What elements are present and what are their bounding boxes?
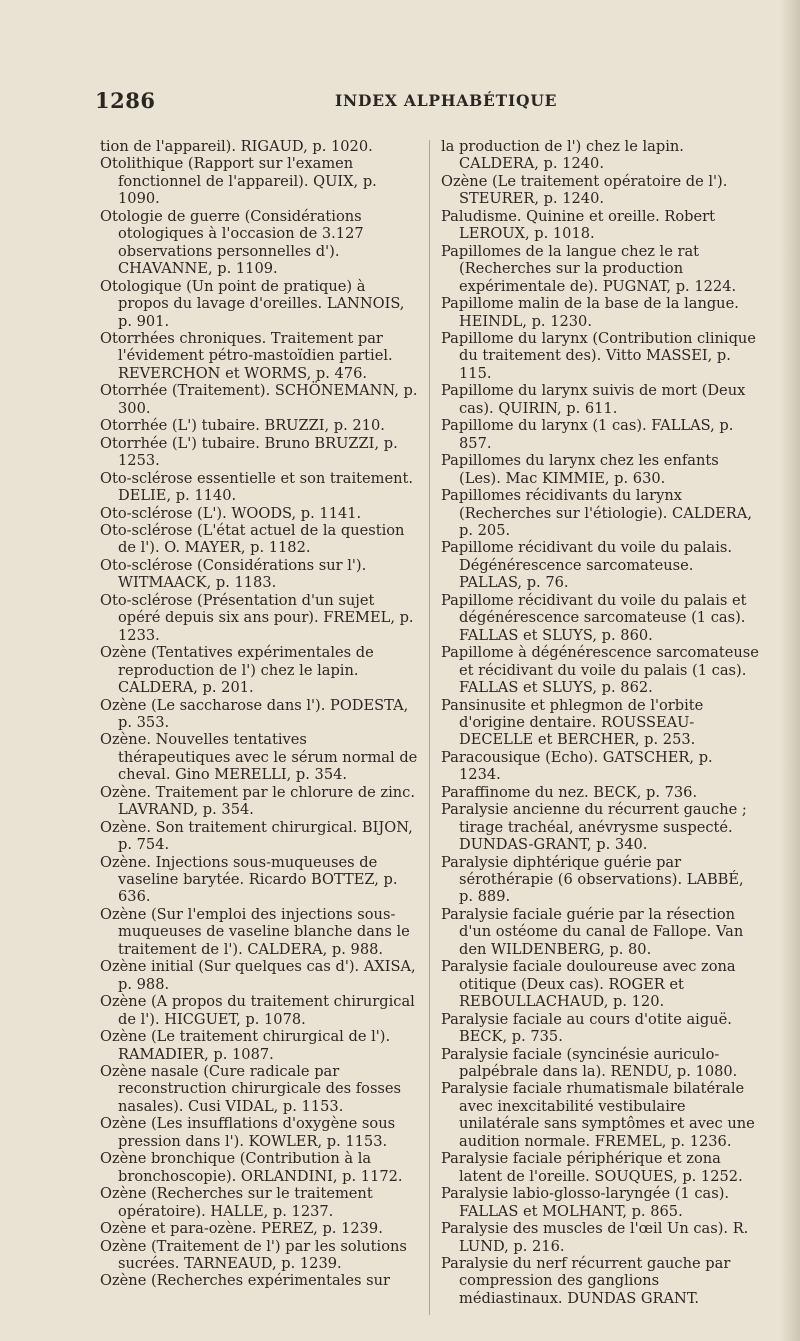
index-entry: Oto-sclérose (L'). WOODS, p. 1141. <box>100 504 362 522</box>
index-entry: Paralysie faciale au cours d'otite aiguë. BECK, p. 735. <box>441 1010 732 1046</box>
index-entry: Paralysie faciale périphérique et zona latent de l'oreille. SOUQUES, p. 1252. <box>441 1150 743 1185</box>
index-entry: Otorrhée (L') tubaire. BRUZZI, p. 210. <box>100 417 385 435</box>
index-entry: Otolithique (Rapport sur l'examen fonctionnel de l'appareil). QUIX, p. 1090. <box>100 155 377 208</box>
page-header <box>95 88 735 118</box>
index-entry: Ozène. Traitement par le chlorure de zinc. LAVRAND, p. 354. <box>100 783 415 819</box>
index-entry: Ozène (Recherches sur le traitement opératoire). HALLE, p. 1237. <box>100 1185 373 1220</box>
index-entry: Paralysie labio-glosso-laryngée (1 cas). FALLAS et MOLHANT, p. 865. <box>441 1185 730 1220</box>
index-entry: Paralysie faciale guérie par la résection d'un ostéome du canal de Fallope. Van den WILDENBERG, p. 80. <box>441 905 744 958</box>
index-entry: Ozène (Traitement de l') par les solutions sucrées. TARNEAUD, p. 1239. <box>100 1237 407 1272</box>
index-entry: Papillomes du larynx chez les enfants (Les). Mac KIMMIE, p. 630. <box>441 452 719 487</box>
index-entry: Papillome du larynx (1 cas). FALLAS, p. 857. <box>441 417 734 452</box>
column-divider <box>429 140 430 1315</box>
index-entry: Ozène initial (Sur quelques cas d'). AXISA, p. 988. <box>100 958 416 993</box>
running-title: INDEX ALPHABÉTIQUE <box>335 91 558 110</box>
index-entry: Papillomes récidivants du larynx (Recherches sur l'étiologie). CALDERA, p. 205. <box>441 487 752 539</box>
index-entry: Ozène (Les insufflations d'oxygène sous pression dans l'). KOWLER, p. 1153. <box>100 1115 396 1150</box>
index-entry: Ozène (A propos du traitement chirurgical de l'). HICGUET, p. 1078. <box>100 993 415 1028</box>
index-entry: Oto-sclérose (Présentation d'un sujet opéré depuis six ans pour). FREMEL, p. 1233. <box>100 591 414 644</box>
index-entry: tion de l'appareil). RIGAUD, p. 1020. <box>100 138 373 155</box>
index-entry: Papillome récidivant du voile du palais et dégénérescence sarcomateuse (1 cas). FALLAS et SLUYS, p. 860. <box>441 591 747 644</box>
index-entry: Papillome malin de la base de la langue. HEINDL, p. 1230. <box>441 295 739 330</box>
index-entry: Otologie de guerre (Considérations otologiques à l'occasion de 3.127 observations personnelles d'). CHAVANNE, p. 1109. <box>100 207 364 278</box>
index-entry: Ozène (Sur l'emploi des injections sous-muqueuses de vaseline blanche dans le traitement de l'). CALDERA, p. 988. <box>100 905 410 958</box>
index-entry: Paralysie diphtérique guérie par sérothérapie (6 observations). LABBÉ, p. 889. <box>441 853 744 906</box>
index-entry: Oto-sclérose essentielle et son traitement. DELIE, p. 1140. <box>100 469 414 505</box>
page-edge-shadow <box>780 0 800 1341</box>
index-entry: Paraffinome du nez. BECK, p. 736. <box>441 783 698 801</box>
index-entry: Papillome récidivant du voile du palais. Dégénérescence sarcomateuse. PALLAS, p. 76. <box>441 539 733 592</box>
index-entry: Paralysie faciale (syncinésie auriculo-palpébrale dans la). RENDU, p. 1080. <box>441 1045 738 1081</box>
index-entry: Ozène et para-ozène. PEREZ, p. 1239. <box>100 1220 383 1238</box>
index-entry: Pansinusite et phlegmon de l'orbite d'origine dentaire. ROUSSEAU-DECELLE et BERCHER, p. 253. <box>441 696 704 749</box>
index-entry: Papillome du larynx suivis de mort (Deux cas). QUIRIN, p. 611. <box>441 382 746 417</box>
index-entry: Paralysie ancienne du récurrent gauche ; tirage trachéal, anévrysme suspecté. DUNDAS-GRANT, p. 340. <box>441 801 747 854</box>
index-entry: Otorrhée (L') tubaire. Bruno BRUZZI, p. 1253. <box>100 434 398 470</box>
index-entry: Ozène. Injections sous-muqueuses de vaseline barytée. Ricardo BOTTEZ, p. 636. <box>100 853 398 906</box>
index-entry: Ozène. Nouvelles tentatives thérapeutiques avec le sérum normal de cheval. Gino MERELLI, p. 354. <box>100 731 418 784</box>
index-entry: Otorrhées chroniques. Traitement par l'évidement pétro-mastoïdien partiel. REVERCHON et WORMS, p. 476. <box>100 329 393 382</box>
index-entry: Paludisme. Quinine et oreille. Robert LEROUX, p. 1018. <box>441 207 716 243</box>
index-entry: Ozène. Son traitement chirurgical. BIJON, p. 754. <box>100 818 413 854</box>
index-entry: Oto-sclérose (L'état actuel de la question de l'). O. MAYER, p. 1182. <box>100 521 405 557</box>
index-entry: Paralysie faciale rhumatismale bilatérale avec inexcitabilité vestibulaire unilatérale sans symptômes et avec une audition normale. FREMEL, p. 1236. <box>441 1080 755 1150</box>
index-entry: Ozène (Tentatives expérimentales de reproduction de l') chez le lapin. CALDERA, p. 201. <box>100 644 374 697</box>
index-entry: Ozène (Le saccharose dans l'). PODESTA, p. 353. <box>100 696 409 731</box>
index-entry: la production de l') chez le lapin. CALDERA, p. 1240. <box>441 138 684 173</box>
index-entry: Otorrhée (Traitement). SCHÖNEMANN, p. 300. <box>100 382 418 417</box>
index-entry: Oto-sclérose (Considérations sur l'). WITMAACK, p. 1183. <box>100 556 367 592</box>
index-entry: Paracousique (Echo). GATSCHER, p. 1234. <box>441 748 713 784</box>
index-entry: Paralysie du nerf récurrent gauche par compression des ganglions médiastinaux. DUNDAS GRANT. <box>441 1255 731 1307</box>
index-entry: Otologique (Un point de pratique) à propos du lavage d'oreilles. LANNOIS, p. 901. <box>100 277 405 330</box>
index-entry: Ozène bronchique (Contribution à la bronchoscopie). ORLANDINI, p. 1172. <box>100 1150 403 1185</box>
index-entry: Paralysie des muscles de l'œil Un cas). R. LUND, p. 216. <box>441 1220 749 1255</box>
left-column <box>100 138 418 1290</box>
index-entry: Ozène (Recherches expérimentales sur <box>100 1272 391 1290</box>
page-number: 1286 <box>95 88 156 113</box>
index-entry: Papillomes de la langue chez le rat (Recherches sur la production expérimentale de). PUGNAT, p. 1224. <box>441 242 737 295</box>
index-entry: Papillome du larynx (Contribution clinique du traitement des). Vitto MASSEI, p. 115. <box>441 329 756 382</box>
right-column <box>441 138 759 1307</box>
index-entry: Ozène (Le traitement opératoire de l'). STEURER, p. 1240. <box>441 172 728 208</box>
index-entry: Papillome à dégénérescence sarcomateuse et récidivant du voile du palais (1 cas). FALLAS et SLUYS, p. 862. <box>441 644 759 697</box>
index-entry: Ozène nasale (Cure radicale par reconstruction chirurgicale des fosses nasales). Cusi VIDAL, p. 1153. <box>100 1063 402 1115</box>
index-entry: Paralysie faciale douloureuse avec zona otitique (Deux cas). ROGER et REBOULLACHAUD, p. 120. <box>441 958 736 1011</box>
index-entry: Ozène (Le traitement chirurgical de l'). RAMADIER, p. 1087. <box>100 1028 391 1063</box>
